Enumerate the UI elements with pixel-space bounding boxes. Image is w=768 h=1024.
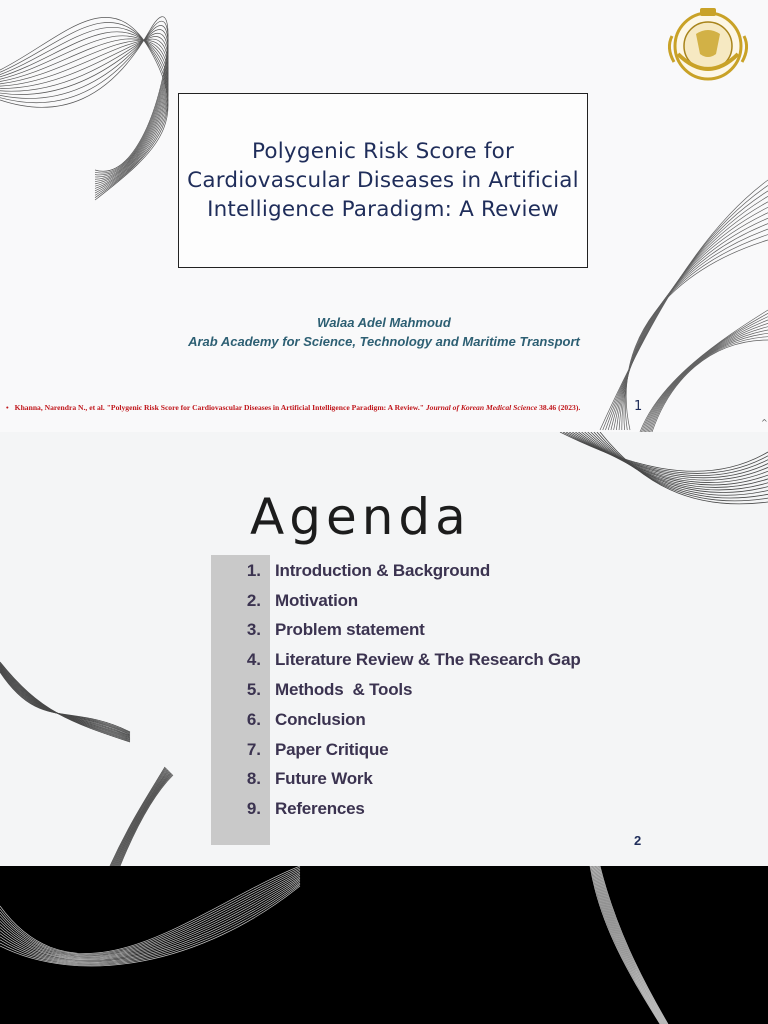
wave-line <box>0 664 130 740</box>
agenda-item <box>211 645 581 675</box>
agenda-item-number: 5. <box>246 680 261 700</box>
caret-up-icon: ^ <box>761 418 768 427</box>
slide-number: 2 <box>634 833 642 848</box>
presentation-title: Polygenic Risk Score for Cardiovascular Diseases in Artificial Intelligence Paradigm: A Review <box>187 139 579 222</box>
agenda-item-number: 9. <box>246 799 261 819</box>
wave-line <box>598 866 666 1024</box>
agenda-slide <box>0 432 768 866</box>
wave-line <box>0 869 300 955</box>
citation-bullet: • <box>6 403 9 412</box>
wave-line <box>119 774 172 866</box>
agenda-item-label: Methods & Tools <box>275 680 413 700</box>
agenda-item-label: Literature Review & The Research Gap <box>275 650 581 670</box>
agenda-item-label: References <box>275 799 365 819</box>
author-affiliation: Arab Academy for Science, Technology and Maritime Transport <box>188 334 580 349</box>
citation-journal: Journal of Korean Medical Science <box>425 403 538 412</box>
agenda-item-label: Introduction & Background <box>275 560 491 580</box>
wave-line <box>563 432 768 473</box>
wave-line <box>0 670 130 734</box>
agenda-item <box>211 675 581 705</box>
agenda-item-label: Motivation <box>275 590 358 610</box>
agenda-item <box>211 556 581 586</box>
agenda-item <box>211 735 581 765</box>
wave-line <box>0 27 168 195</box>
wave-line <box>0 36 168 181</box>
agenda-item-number: 6. <box>246 709 261 729</box>
wave-line <box>0 868 300 955</box>
author-name: Walaa Adel Mahmoud <box>317 315 451 330</box>
author-block <box>0 313 768 351</box>
wave-line <box>603 185 768 430</box>
wave-line <box>599 866 667 1024</box>
wave-line <box>605 191 768 430</box>
wave-line <box>0 40 168 186</box>
agenda-item <box>211 765 581 795</box>
wave-line <box>0 866 300 954</box>
wave-line <box>0 39 168 189</box>
wave-line <box>597 866 666 1024</box>
agenda-item-number: 3. <box>246 620 261 640</box>
next-slide-preview <box>0 866 768 1024</box>
agenda-title: Agenda <box>250 488 471 546</box>
slide-number: 1 <box>634 399 643 414</box>
wave-line <box>0 39 168 184</box>
agenda-list <box>211 556 581 824</box>
agenda-item-label: Problem statement <box>275 620 425 640</box>
agenda-item-label: Paper Critique <box>275 739 389 759</box>
agenda-item-label: Conclusion <box>275 709 366 729</box>
academy-seal-icon <box>656 4 760 84</box>
wave-line <box>0 22 168 197</box>
citation-tail: 38.46 (2023). <box>539 403 581 412</box>
wave-line <box>598 866 666 1024</box>
agenda-item <box>211 705 581 735</box>
wave-line <box>120 775 173 866</box>
agenda-item-number: 7. <box>246 739 261 759</box>
decorative-wave-lines <box>0 866 768 1024</box>
agenda-item-number: 8. <box>246 769 261 789</box>
wave-line <box>600 866 668 1024</box>
wave-line <box>0 17 168 200</box>
wave-line <box>0 36 168 191</box>
title-slide <box>0 0 768 432</box>
agenda-item-number: 4. <box>246 650 261 670</box>
agenda-item-number: 2. <box>246 590 261 610</box>
citation-main: Khanna, Narendra N., et al. "Polygenic Risk Score for Cardiovascular Diseases in Artificial Intelligence Paradigm: A Review." <box>14 403 424 412</box>
wave-line <box>0 871 300 957</box>
agenda-item <box>211 794 581 824</box>
agenda-item <box>211 616 581 646</box>
agenda-item <box>211 586 581 616</box>
agenda-item-number: 1. <box>246 560 261 580</box>
citation <box>6 403 628 412</box>
title-box <box>178 93 588 268</box>
agenda-item-label: Future Work <box>275 769 373 789</box>
wave-line <box>0 672 130 732</box>
